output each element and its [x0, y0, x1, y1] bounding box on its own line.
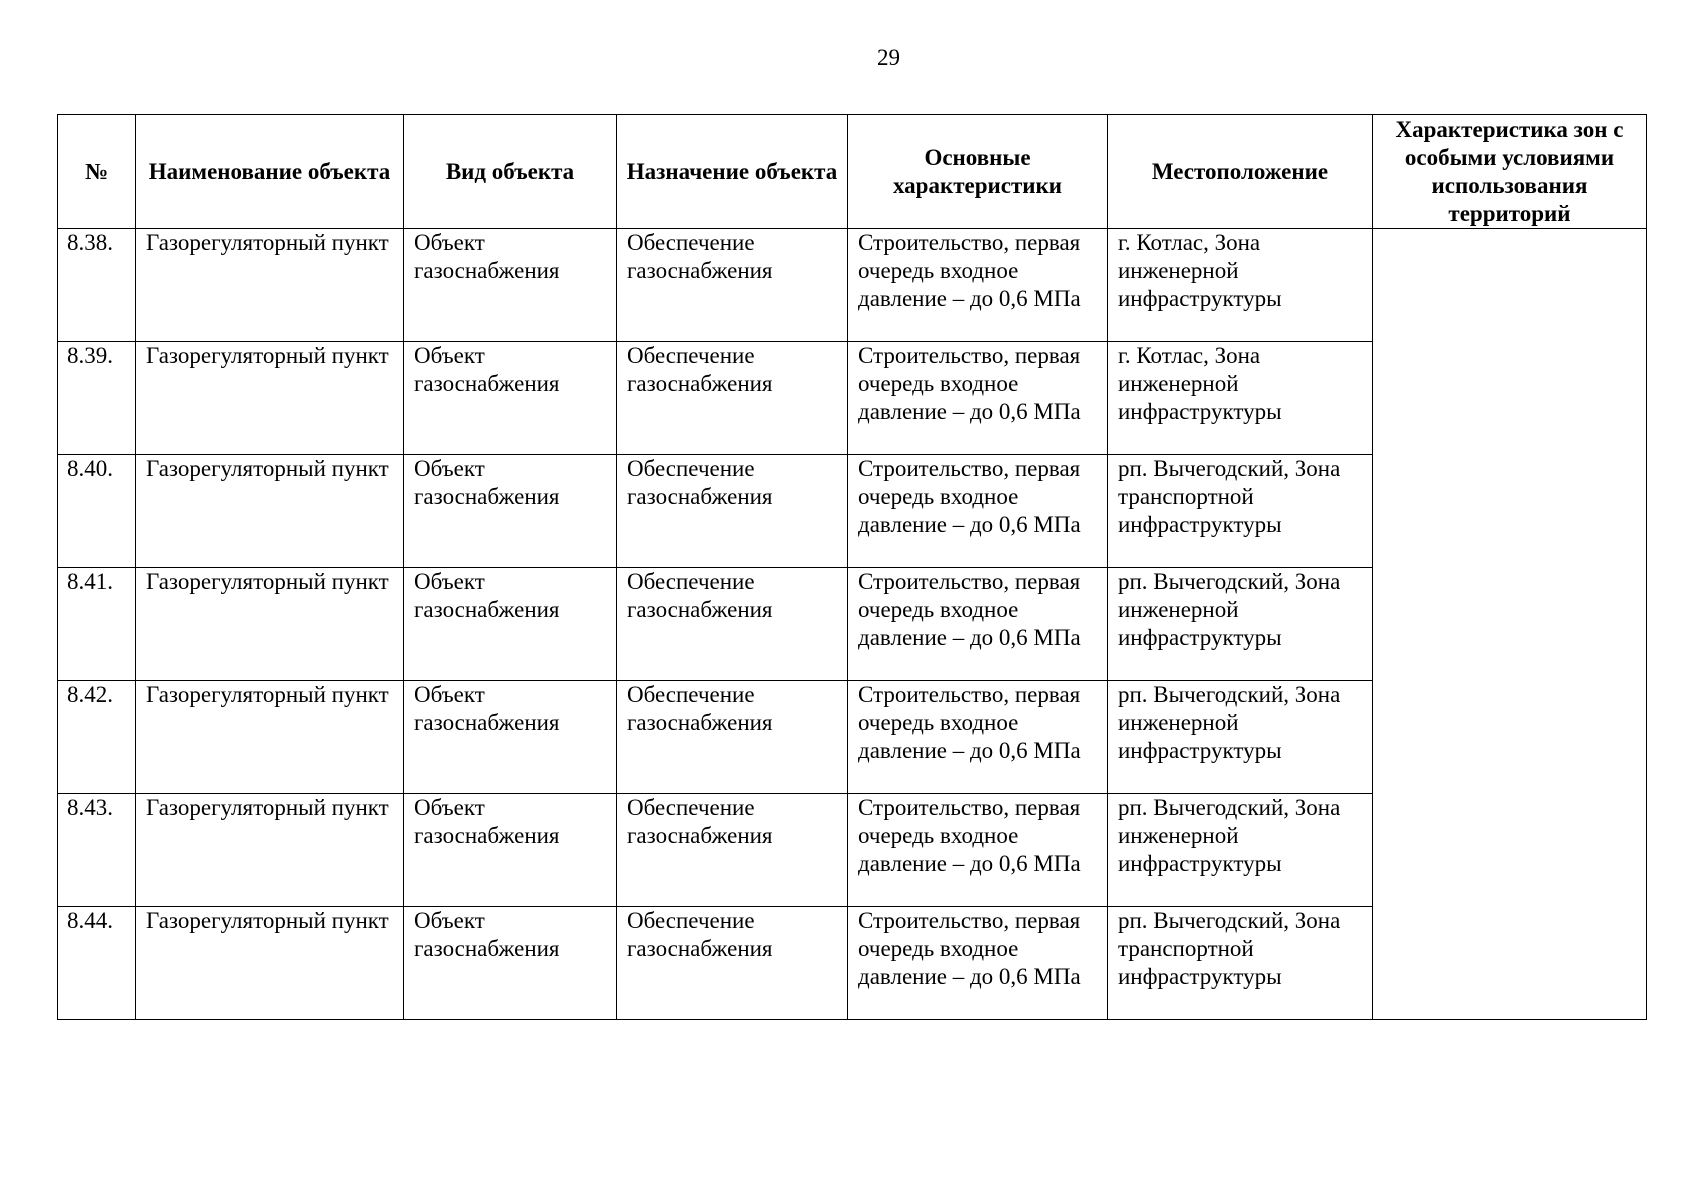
header-location: Местоположение [1108, 115, 1373, 229]
row-object-purpose: Обеспечение газоснабжения [617, 681, 848, 794]
row-main-characteristics: Строительство, первая очередь входное давление – до 0,6 МПа [848, 455, 1108, 568]
row-object-type: Объект газоснабжения [404, 681, 617, 794]
row-location: рп. Вычегодский, Зона транспортной инфраструктуры [1108, 907, 1373, 1020]
row-object-purpose: Обеспечение газоснабжения [617, 907, 848, 1020]
row-object-purpose: Обеспечение газоснабжения [617, 794, 848, 907]
row-object-type: Объект газоснабжения [404, 229, 617, 342]
row-object-name: Газорегуляторный пункт [136, 568, 404, 681]
table-header [58, 115, 1647, 229]
row-main-characteristics: Строительство, первая очередь входное давление – до 0,6 МПа [848, 907, 1108, 1020]
row-number: 8.44. [58, 907, 136, 1020]
row-object-name: Газорегуляторный пункт [136, 229, 404, 342]
row-object-purpose: Обеспечение газоснабжения [617, 568, 848, 681]
row-number: 8.39. [58, 342, 136, 455]
row-number: 8.40. [58, 455, 136, 568]
header-object-name: Наименование объекта [136, 115, 404, 229]
row-location: рп. Вычегодский, Зона инженерной инфраструктуры [1108, 794, 1373, 907]
table-body [58, 229, 1647, 1020]
row-object-type: Объект газоснабжения [404, 342, 617, 455]
header-number: № [58, 115, 136, 229]
row-number: 8.38. [58, 229, 136, 342]
row-object-name: Газорегуляторный пункт [136, 342, 404, 455]
header-main-characteristics: Основные характеристики [848, 115, 1108, 229]
row-object-type: Объект газоснабжения [404, 794, 617, 907]
table-header-row [58, 115, 1647, 229]
row-location: рп. Вычегодский, Зона инженерной инфраструктуры [1108, 681, 1373, 794]
header-object-purpose: Назначение объекта [617, 115, 848, 229]
row-location: г. Котлас, Зона инженерной инфраструктуры [1108, 229, 1373, 342]
objects-table [57, 114, 1647, 1020]
page-number: 29 [877, 45, 900, 70]
row-main-characteristics: Строительство, первая очередь входное давление – до 0,6 МПа [848, 229, 1108, 342]
row-main-characteristics: Строительство, первая очередь входное давление – до 0,6 МПа [848, 342, 1108, 455]
row-object-purpose: Обеспечение газоснабжения [617, 229, 848, 342]
row-location: г. Котлас, Зона инженерной инфраструктуры [1108, 342, 1373, 455]
row-main-characteristics: Строительство, первая очередь входное давление – до 0,6 МПа [848, 568, 1108, 681]
row-object-type: Объект газоснабжения [404, 907, 617, 1020]
row-object-name: Газорегуляторный пункт [136, 794, 404, 907]
row-number: 8.42. [58, 681, 136, 794]
row-location: рп. Вычегодский, Зона инженерной инфраструктуры [1108, 568, 1373, 681]
row-main-characteristics: Строительство, первая очередь входное давление – до 0,6 МПа [848, 794, 1108, 907]
row-number: 8.43. [58, 794, 136, 907]
row-object-name: Газорегуляторный пункт [136, 907, 404, 1020]
table-row [58, 229, 1647, 342]
row-number: 8.41. [58, 568, 136, 681]
header-object-type: Вид объекта [404, 115, 617, 229]
row-object-name: Газорегуляторный пункт [136, 681, 404, 794]
header-zone-characteristics: Характеристика зон с особыми условиями использования территорий [1373, 115, 1647, 229]
row-location: рп. Вычегодский, Зона транспортной инфраструктуры [1108, 455, 1373, 568]
zone-characteristics-cell [1373, 229, 1647, 1020]
row-object-purpose: Обеспечение газоснабжения [617, 455, 848, 568]
row-object-purpose: Обеспечение газоснабжения [617, 342, 848, 455]
row-object-type: Объект газоснабжения [404, 568, 617, 681]
row-object-type: Объект газоснабжения [404, 455, 617, 568]
row-object-name: Газорегуляторный пункт [136, 455, 404, 568]
row-main-characteristics: Строительство, первая очередь входное давление – до 0,6 МПа [848, 681, 1108, 794]
